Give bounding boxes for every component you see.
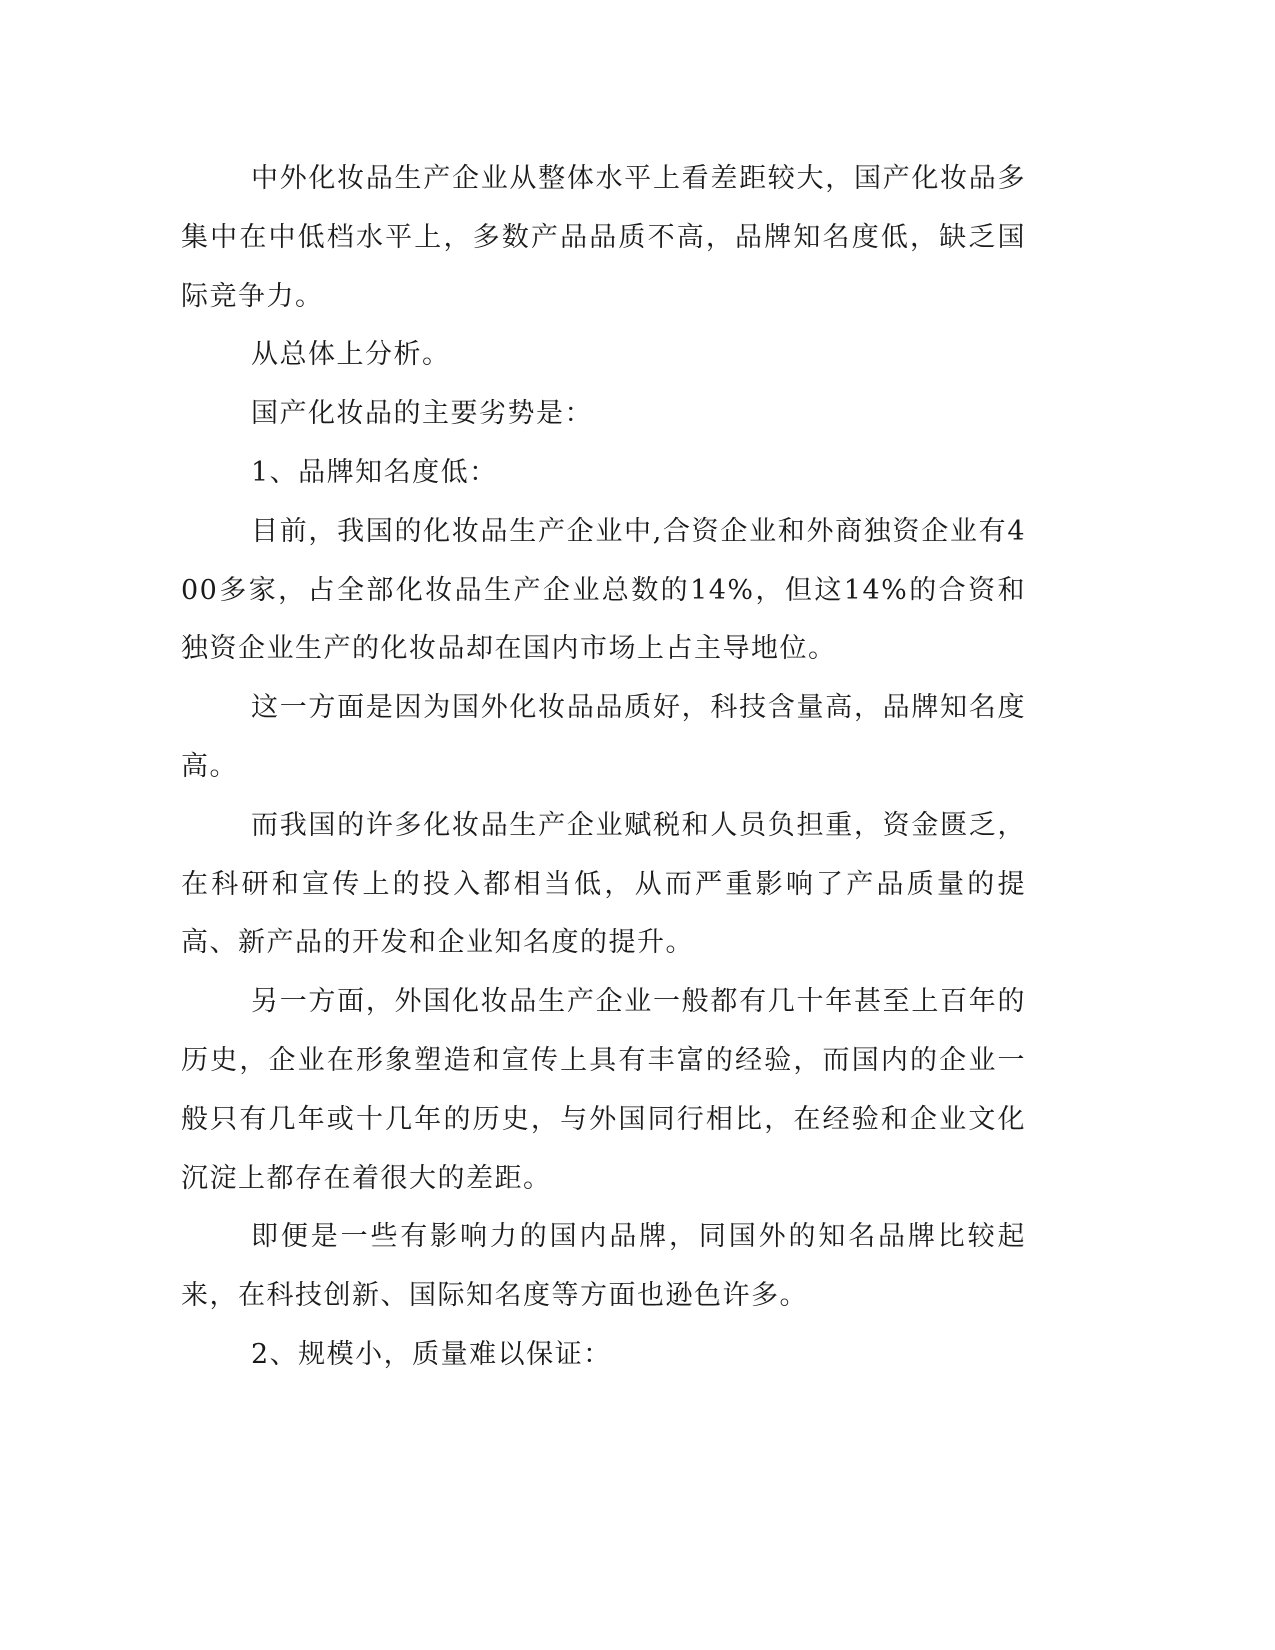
section-heading: 1、品牌知名度低： xyxy=(251,456,498,488)
paragraph: 即便是一些有影响力的国内品牌，同国外的知名品牌比较起来，在科技创新、国际知名度等方面也逊色许多。 xyxy=(181,1221,1026,1312)
paragraph: 这一方面是因为国外化妆品品质好，科技含量高，品牌知名度高。 xyxy=(181,692,1026,782)
paragraph: 另一方面，外国化妆品生产企业一般都有几十年甚至上百年的历史，企业在形象塑造和宣传上具有丰富的经验，而国内的企业一般只有几年或十几年的历史，与外国同行相比，在经验和企业文化沉淀上都存在着很大的差距。 xyxy=(181,986,1026,1194)
document-body xyxy=(181,150,1026,1385)
paragraph: 中外化妆品生产企业从整体水平上看差距较大，国产化妆品多集中在中低档水平上，多数产品品质不高，品牌知名度低，缺乏国际竞争力。 xyxy=(181,163,1026,312)
paragraph: 从总体上分析。 xyxy=(251,339,451,371)
section-heading: 2、规模小，质量难以保证： xyxy=(251,1338,612,1370)
paragraph: 国产化妆品的主要劣势是： xyxy=(251,398,593,430)
paragraph: 目前，我国的化妆品生产企业中,合资企业和外商独资企业有400多家，占全部化妆品生产企业总数的14%，但这14%的合资和独资企业生产的化妆品却在国内市场上占主导地位。 xyxy=(181,515,1026,665)
paragraph: 而我国的许多化妆品生产企业赋税和人员负担重，资金匮乏，在科研和宣传上的投入都相当低，从而严重影响了产品质量的提高、新产品的开发和企业知名度的提升。 xyxy=(181,809,1026,959)
